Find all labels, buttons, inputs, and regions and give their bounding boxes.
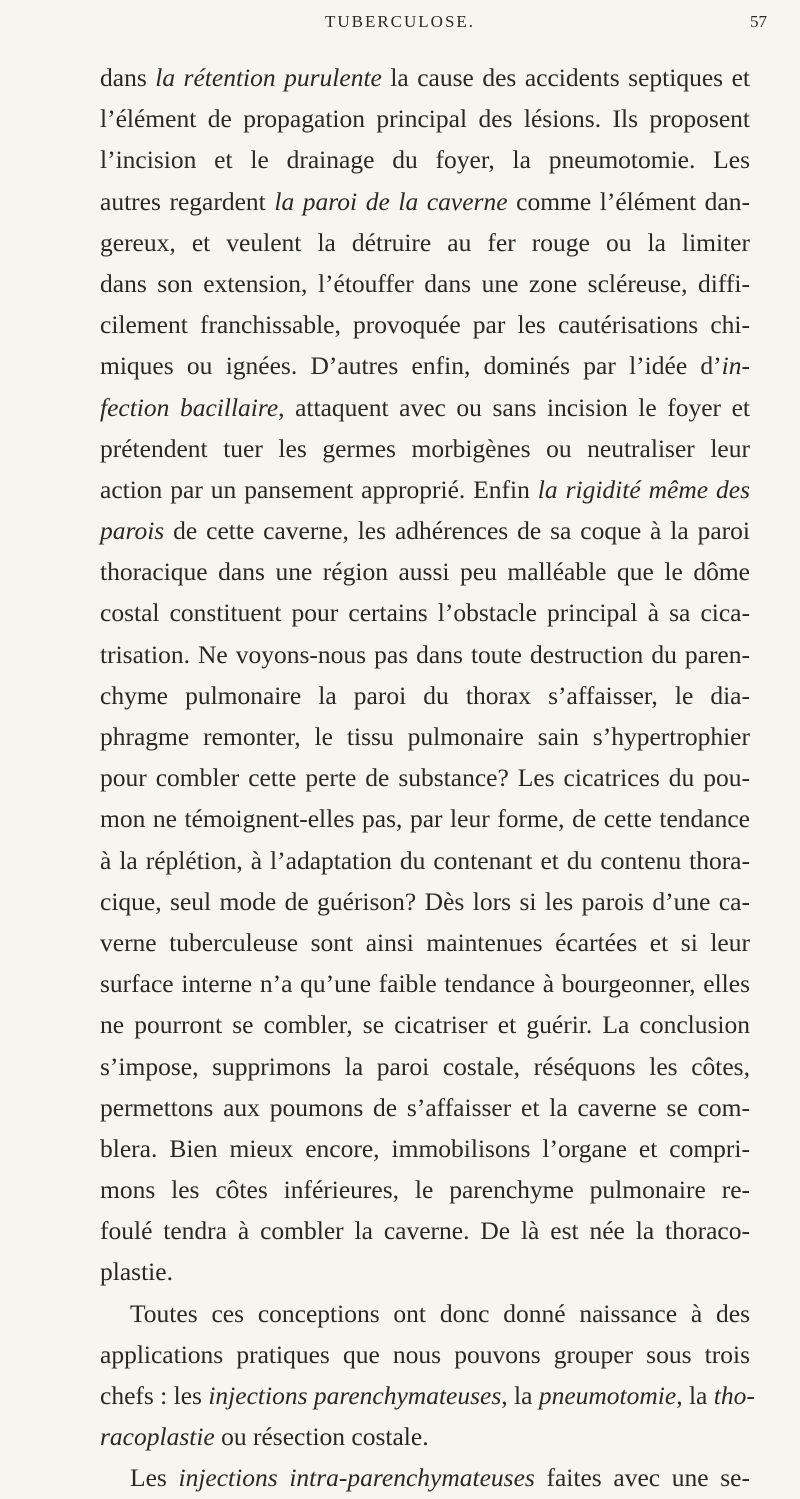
text-line (100, 592, 750, 633)
text-line (100, 57, 750, 98)
text-run: mons les côtes inférieures, le parenchyme pulmonaire re- (100, 1175, 750, 1205)
text-line (100, 1128, 750, 1169)
text-run: à la réplétion, à l’adaptation du contenant et du contenu thora- (100, 845, 750, 875)
text-run: verne tuberculeuse sont ainsi maintenues écartées et si leur (100, 927, 750, 957)
text-line (100, 963, 750, 1004)
italic-text: la rétention purulente (155, 63, 382, 92)
text-line (100, 387, 750, 428)
text-run: foulé tendra à combler la caverne. De là est née la thoraco- (100, 1216, 750, 1246)
text-line (100, 881, 750, 922)
text-run: phragme remonter, le tissu pulmonaire sain s’hypertrophier (100, 722, 750, 751)
text-run: Toutes ces conceptions ont donc donné naissance à des (130, 1298, 750, 1328)
text-run: dans (100, 63, 156, 92)
text-run: de cette caverne, les adhérences de sa coque à la paroi (164, 516, 750, 546)
header-title: TUBERCULOSE. (324, 12, 476, 31)
italic-text: racoplastie (100, 1422, 215, 1452)
text-run: prétendent tuer les germes morbigènes ou neutraliser leur (100, 433, 750, 463)
italic-text: parois (100, 516, 165, 546)
text-line (100, 98, 750, 139)
italic-text: injections intra-parenchymateuses (178, 1463, 535, 1493)
text-run: thoracique dans une région aussi peu malléable que le dôme (100, 557, 750, 587)
text-line (100, 263, 750, 304)
text-run: , la (501, 1381, 539, 1410)
italic-text: la rigidité même des (537, 474, 750, 504)
text-line (100, 675, 750, 716)
text-run: trisation. Ne voyons-nous pas dans toute destruction du paren- (100, 639, 750, 669)
text-line (100, 181, 750, 222)
text-run: applications pratiques que nous pouvons grouper sous trois (100, 1339, 750, 1369)
text-line (100, 840, 750, 881)
text-run: autres regardent (100, 186, 275, 216)
text-run: pour combler cette perte de substance? Les cicatrices du pou- (100, 763, 750, 793)
text-line (100, 1169, 750, 1210)
text-line (100, 757, 750, 798)
text-run: la cause des accidents septiques et (381, 63, 750, 92)
text-line (100, 469, 750, 510)
italic-text: tho- (713, 1381, 755, 1410)
text-line (100, 1416, 750, 1457)
text-run: chefs : les (100, 1381, 209, 1410)
text-line (100, 798, 750, 839)
text-line (100, 1210, 750, 1251)
italic-text: in- (721, 351, 750, 381)
text-line (100, 922, 750, 963)
italic-text: injections parenchymateuses (208, 1381, 502, 1410)
text-line (100, 1375, 755, 1416)
text-run: faites avec une se- (534, 1463, 750, 1493)
text-line (100, 1004, 750, 1045)
italic-text: fection bacillaire (100, 392, 279, 422)
text-run: , la (676, 1381, 714, 1410)
text-line (100, 634, 750, 675)
text-run: chyme pulmonaire la paroi du thorax s’affaisser, le dia- (100, 680, 750, 710)
text-run: ne pourront se combler, se cicatriser et guérir. La conclusion (100, 1010, 750, 1040)
text-line (100, 345, 750, 386)
italic-text: la paroi de la caverne (274, 186, 508, 216)
body-text (100, 57, 755, 1499)
text-run: , attaquent avec ou sans incision le foyer et (278, 392, 751, 422)
text-line (100, 1334, 750, 1375)
text-line (100, 510, 750, 551)
text-line (100, 1251, 750, 1292)
italic-text: pneumotomie (538, 1381, 677, 1410)
text-run: cique, seul mode de guérison? Dès lors si les parois d’une ca- (100, 886, 750, 916)
text-run: costal constituent pour certains l’obstacle principal à sa cica- (100, 598, 750, 628)
text-run: action par un pansement approprié. Enfin (100, 474, 538, 504)
text-run: blera. Bien mieux encore, immobilisons l’organe et compri- (100, 1133, 750, 1163)
text-line (100, 304, 750, 345)
text-run: plastie. (100, 1257, 173, 1287)
text-line (100, 428, 750, 469)
text-run: l’incision et le drainage du foyer, la pneumotomie. Les (100, 145, 750, 175)
text-line (100, 139, 750, 180)
text-run: mon ne témoignent-elles pas, par leur forme, de cette tendance (100, 804, 750, 834)
text-run: dans son extension, l’étouffer dans une zone scléreuse, diffi- (100, 268, 750, 298)
text-run: ou résection costale. (214, 1422, 429, 1452)
text-run: Les (130, 1463, 179, 1493)
text-line (100, 222, 750, 263)
text-run: gereux, et veulent la détruire au fer rouge ou la limiter (100, 227, 750, 257)
page-number: 57 (750, 12, 767, 31)
text-run: miques ou ignées. D’autres enfin, dominés par l’idée d’ (100, 351, 722, 381)
text-run: surface interne n’a qu’une faible tendance à bourgeonner, elles (100, 969, 750, 999)
running-header (0, 10, 800, 40)
text-line (100, 716, 750, 757)
text-line (100, 1046, 750, 1087)
text-run: comme l’élément dan- (507, 186, 750, 216)
text-run: l’élément de propagation principal des lésions. Ils proposent (100, 104, 750, 134)
text-line (100, 1457, 750, 1498)
text-run: permettons aux poumons de s’affaisser et la caverne se com- (100, 1092, 750, 1122)
text-line (100, 1087, 750, 1128)
text-line (100, 1293, 750, 1334)
text-run: s’impose, supprimons la paroi costale, réséquons les côtes, (100, 1051, 750, 1081)
text-line (100, 551, 750, 592)
text-run: cilement franchissable, provoquée par les cautérisations chi- (100, 310, 750, 340)
